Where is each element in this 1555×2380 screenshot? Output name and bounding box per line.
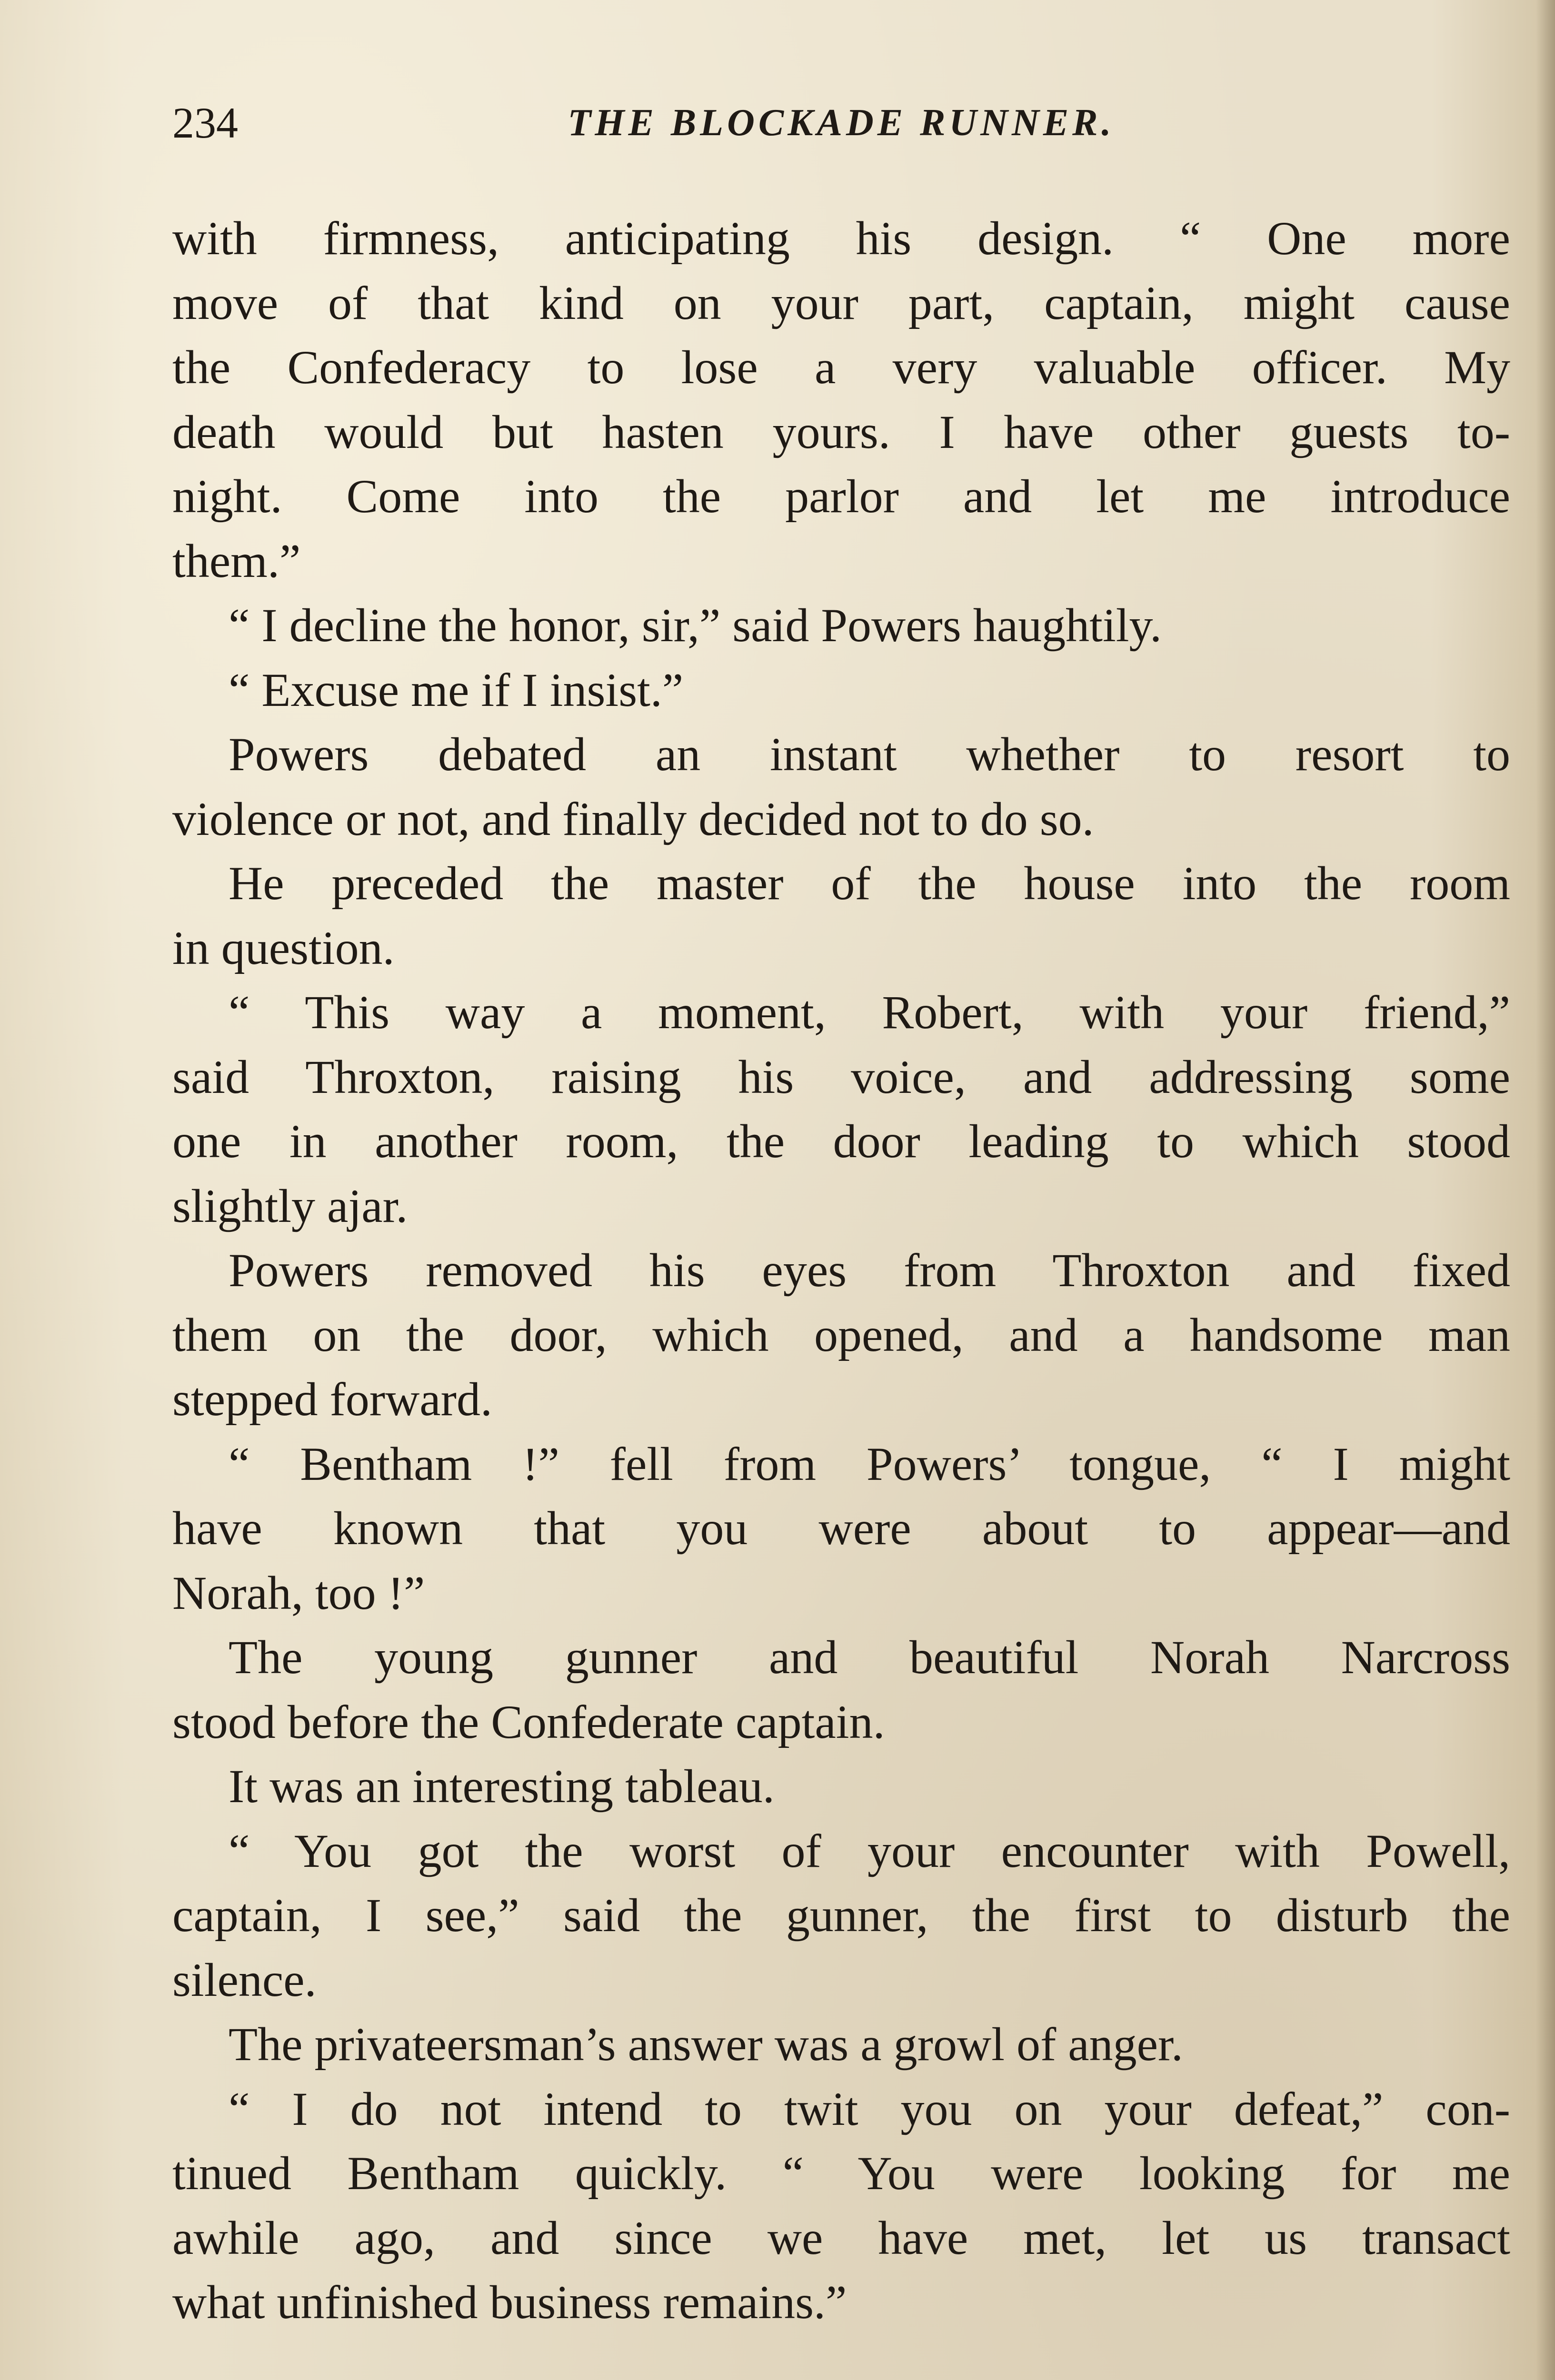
text-line: them.” (172, 534, 301, 587)
text-line: the Confederacy to lose a very valuable officer. My (172, 341, 1510, 394)
text-line: said Throxton, raising his voice, and addressing some (172, 1050, 1510, 1103)
text-line: have known that you were about to appear—and (172, 1502, 1510, 1555)
text-line: The privateersman’s answer was a growl of anger. (229, 2018, 1183, 2071)
text-line: “ Bentham !” fell from Powers’ tongue, “ I might (229, 1437, 1510, 1490)
text-line: stepped forward. (172, 1373, 492, 1426)
text-line: The young gunner and beautiful Norah Narcross (229, 1631, 1510, 1684)
text-line: It was an interesting tableau. (229, 1760, 775, 1813)
page-edge-shadow (1536, 0, 1555, 2380)
text-line: “ Excuse me if I insist.” (229, 663, 684, 716)
page-number: 234 (172, 99, 238, 147)
running-title: THE BLOCKADE RUNNER. (568, 102, 1115, 144)
text-line: captain, I see,” said the gunner, the first to disturb the (172, 1889, 1510, 1942)
text-line: violence or not, and finally decided not to do so. (172, 792, 1094, 845)
text-line: Powers debated an instant whether to resort to (229, 728, 1510, 781)
text-line: tinued Bentham quickly. “ You were looking for me (172, 2147, 1510, 2200)
text-line: silence. (172, 1953, 317, 2006)
text-line: them on the door, which opened, and a handsome man (172, 1308, 1510, 1361)
text-line: “ This way a moment, Robert, with your friend,” (229, 986, 1510, 1039)
text-line: slightly ajar. (172, 1179, 408, 1232)
running-head (172, 89, 1510, 156)
text-line: with firmness, anticipating his design. “ One more (172, 212, 1510, 265)
text-line: “ I decline the honor, sir,” said Powers haughtily. (229, 599, 1162, 652)
text-line: death would but hasten yours. I have other guests to- (172, 405, 1510, 458)
text-line: night. Come into the parlor and let me introduce (172, 470, 1510, 523)
text-line: Norah, too !” (172, 1566, 425, 1619)
text-line: move of that kind on your part, captain, might cause (172, 276, 1510, 329)
text-line: “ I do not intend to twit you on your defeat,” con- (229, 2082, 1510, 2135)
text-line: awhile ago, and since we have met, let us transact (172, 2211, 1510, 2264)
text-line: stood before the Confederate captain. (172, 1695, 885, 1748)
text-line: Powers removed his eyes from Throxton and fixed (229, 1244, 1510, 1297)
body-text (172, 206, 1510, 2335)
text-line: “ You got the worst of your encounter with Powell, (229, 1824, 1510, 1877)
text-line: He preceded the master of the house into the room (229, 857, 1510, 910)
text-line: one in another room, the door leading to which stood (172, 1115, 1510, 1168)
text-line: what unfinished business remains.” (172, 2276, 847, 2329)
text-line: in question. (172, 921, 395, 974)
